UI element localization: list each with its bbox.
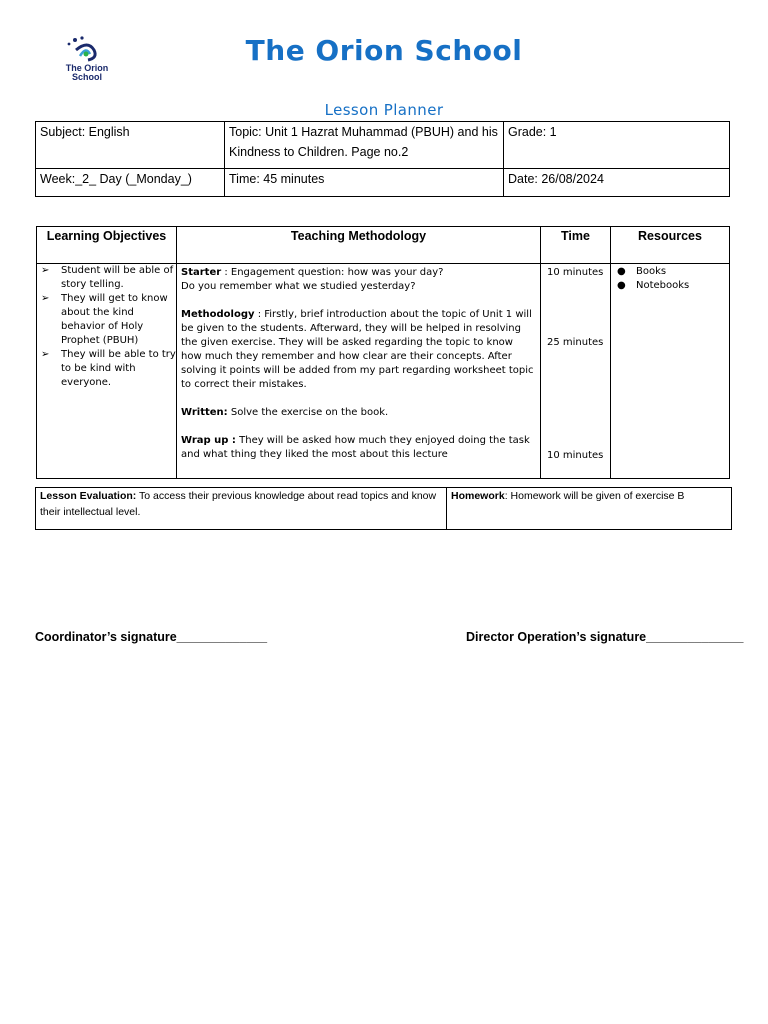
bullet-icon: ● (617, 280, 626, 291)
list-item: ➢ They will be able to try to be kind with everyone. (41, 349, 176, 388)
starter-paragraph: Starter : Engagement question: how was your day? Do you remember what we studied yesterday? (181, 267, 444, 292)
plan-table (36, 226, 730, 479)
list-item: ● Books (617, 266, 667, 277)
time-cell-column (541, 264, 611, 479)
list-item: ➢ They will get to know about the kind behavior of Holy Prophet (PBUH) (41, 293, 168, 346)
coordinator-signature: Coordinator’s signature_____________ (35, 630, 268, 644)
subject-cell: Subject: English (36, 122, 225, 169)
logo-line-2: School (71, 72, 102, 82)
time-wrapup: 10 minutes (547, 450, 604, 461)
bullet-icon: ● (617, 266, 626, 277)
written-paragraph: Written: Solve the exercise on the book. (181, 407, 389, 418)
header-methodology: Teaching Methodology (177, 227, 541, 264)
header-time: Time (541, 227, 611, 264)
logo-line-1: The Orion (65, 63, 109, 73)
wrapup-paragraph: Wrap up : They will be asked how much they enjoyed doing the task and what thing they liked the most about this lecture (181, 435, 530, 460)
grade-cell: Grade: 1 (504, 122, 730, 169)
info-table (35, 121, 730, 197)
arrow-bullet-icon: ➢ (41, 349, 50, 360)
methodology-cell (177, 264, 541, 479)
objectives-cell (37, 264, 177, 479)
header-resources: Resources (611, 227, 730, 264)
methodology-paragraph: Methodology : Firstly, brief introduction about the topic of Unit 1 will be given to the students. Afterward, they will be helped in resolving the given exercise. They will be asked regarding the topic to know how much they remember and how clear are their concepts. After solving it points will be added from my part regarding worksheet topic to correct their mistakes. (181, 309, 534, 390)
time-starter: 10 minutes (547, 267, 604, 278)
week-cell: Week:_2_ Day (_Monday_) (36, 169, 225, 197)
list-item: ● Notebooks (617, 280, 690, 291)
page-title: The Orion School (245, 34, 523, 67)
time-methodology: 25 minutes (547, 337, 604, 348)
header-objectives: Learning Objectives (37, 227, 177, 264)
resources-cell (611, 264, 730, 479)
list-item: ➢ Student will be able of story telling. (41, 265, 174, 290)
page-subtitle: Lesson Planner (324, 101, 444, 119)
time-cell: Time: 45 minutes (225, 169, 504, 197)
lesson-evaluation-cell: Lesson Evaluation: To access their previous knowledge about read topics and know their intellectual level. (36, 488, 447, 530)
arrow-bullet-icon: ➢ (41, 293, 50, 304)
director-signature: Director Operation’s signature______________ (466, 630, 744, 644)
evaluation-table (35, 487, 732, 530)
homework-cell: Homework: Homework will be given of exercise B (447, 488, 732, 530)
date-cell: Date: 26/08/2024 (504, 169, 730, 197)
topic-cell: Topic: Unit 1 Hazrat Muhammad (PBUH) and his Kindness to Children. Page no.2 (225, 122, 504, 169)
arrow-bullet-icon: ➢ (41, 265, 50, 276)
